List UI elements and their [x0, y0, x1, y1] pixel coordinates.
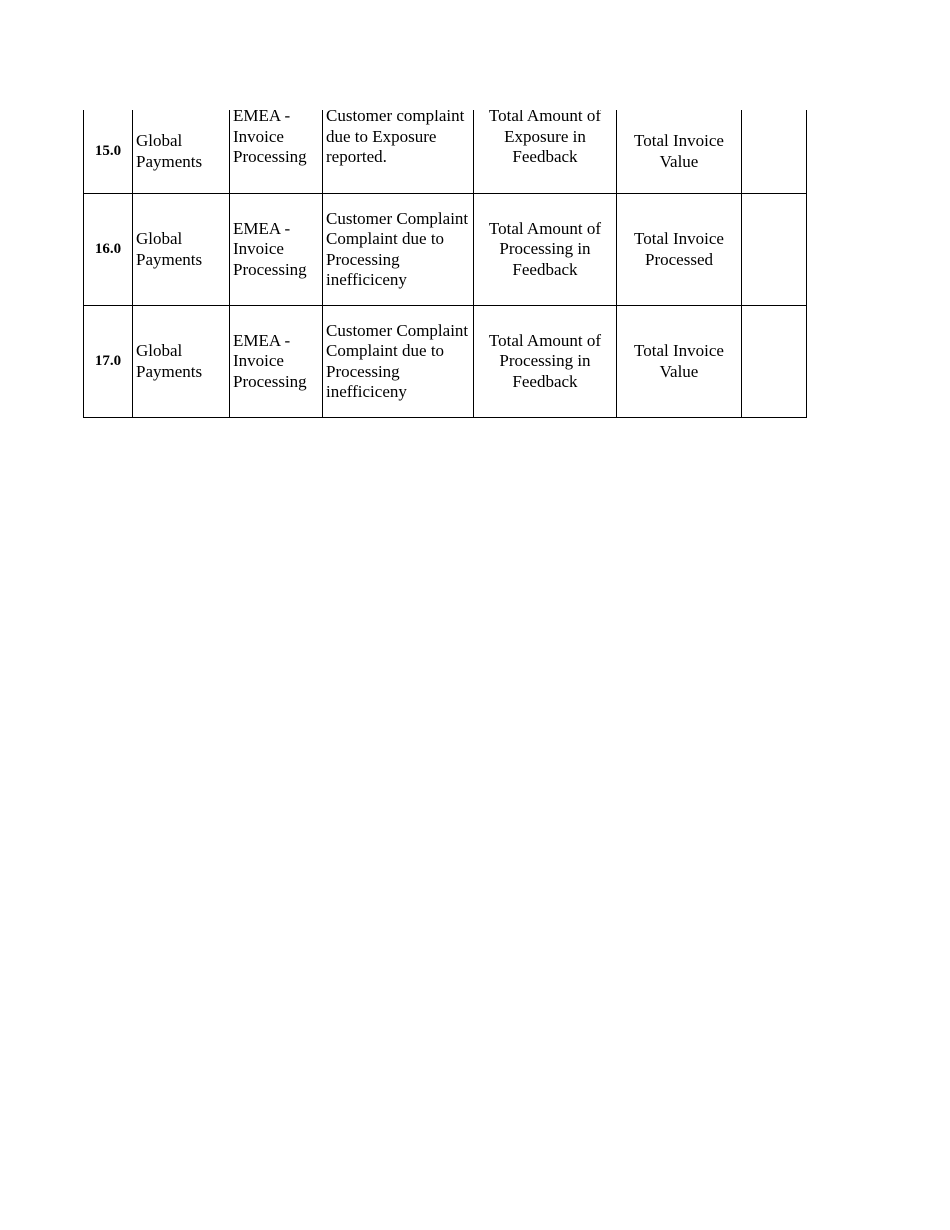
measure-text: Total Amount of Processing in Feedback — [488, 218, 602, 279]
measure-text: Total Amount of Exposure in Feedback — [488, 110, 602, 166]
row-number: 15.0 — [84, 110, 133, 194]
basis-cell — [617, 194, 742, 306]
empty-cell — [742, 194, 807, 306]
empty-cell — [742, 306, 807, 418]
process-text: EMEA - Invoice Processing — [233, 330, 307, 391]
business-unit-cell — [133, 194, 230, 306]
process-text: EMEA - Invoice Processing — [233, 218, 307, 279]
row-number: 17.0 — [84, 306, 133, 418]
business-unit-text: Global Payments — [136, 229, 203, 269]
measure-cell — [474, 194, 617, 306]
description-text: Customer complaint due to Exposure reported. — [326, 110, 465, 166]
process-cell — [230, 194, 323, 306]
data-table — [83, 110, 807, 418]
measure-cell — [474, 110, 617, 194]
measure-cell — [474, 306, 617, 418]
description-cell — [323, 306, 474, 418]
description-cell — [323, 110, 474, 194]
process-text: EMEA - Invoice Processing — [233, 110, 307, 166]
business-unit-text: Global Payments — [136, 131, 203, 171]
table-row — [84, 306, 807, 418]
basis-text: Total Invoice Value — [634, 131, 724, 171]
basis-text: Total Invoice Processed — [634, 229, 724, 269]
process-cell — [230, 110, 323, 194]
description-cell — [323, 194, 474, 306]
basis-cell — [617, 306, 742, 418]
empty-cell — [742, 110, 807, 194]
basis-cell — [617, 110, 742, 194]
basis-text: Total Invoice Value — [634, 341, 724, 381]
business-unit-cell — [133, 110, 230, 194]
table-row — [84, 110, 807, 194]
description-text: Customer Complaint Complaint due to Processing inefficiceny — [326, 208, 469, 289]
business-unit-text: Global Payments — [136, 341, 203, 381]
row-number: 16.0 — [84, 194, 133, 306]
description-text: Customer Complaint Complaint due to Processing inefficiceny — [326, 320, 469, 401]
process-cell — [230, 306, 323, 418]
table-row — [84, 194, 807, 306]
business-unit-cell — [133, 306, 230, 418]
measure-text: Total Amount of Processing in Feedback — [488, 330, 602, 391]
